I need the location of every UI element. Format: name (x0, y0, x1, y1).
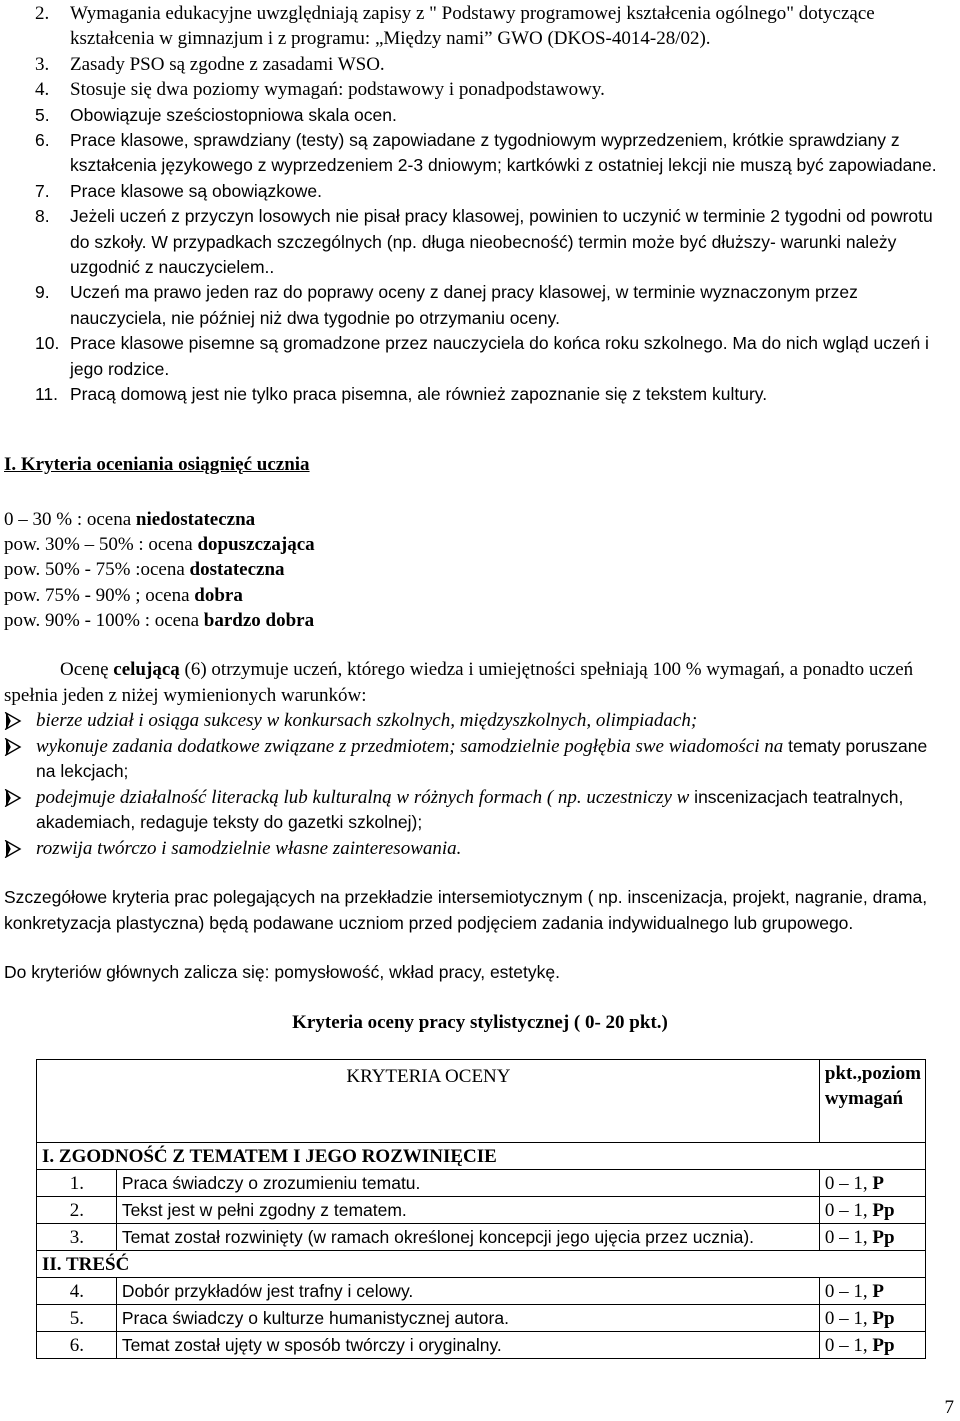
grade-row (4, 583, 315, 608)
list-item-text: Prace klasowe są obowiązkowe. (70, 180, 322, 201)
grade-row (4, 608, 315, 633)
grade-name: dobra (194, 584, 243, 606)
paragraph-text: (6) otrzymuje uczeń, którego wiedza i umiejętności spełniają 100 % wymagań, a ponadto uczeń spełnia jeden z niżej wymienionych warunków: (4, 659, 914, 706)
table-section-row (37, 1251, 926, 1278)
list-item-number: 11. (35, 384, 59, 405)
excellent-grade-name: celującą (113, 659, 180, 680)
list-item-number: 10. (35, 333, 60, 354)
table-row (37, 1224, 926, 1251)
section-title: II. TREŚĆ (37, 1251, 926, 1278)
grade-name: niedostateczna (135, 509, 256, 530)
grade-name: dopuszczająca (197, 534, 315, 556)
row-score (819, 1224, 925, 1251)
list-item (4, 836, 944, 862)
row-score (819, 1278, 925, 1305)
grade-name: dostateczna (189, 559, 285, 581)
score-range: 0 – 1, (824, 1200, 873, 1221)
row-criterion: Dobór przykładów jest trafny i celowy. (116, 1278, 819, 1305)
row-criterion: Praca świadczy o zrozumieniu tematu. (116, 1170, 819, 1197)
list-item-text: Prace klasowe, sprawdziany (testy) są zapowiadane z tygodniowym wyprzedzeniem, krótkie sprawdziany z kształcenia językowego z wyprzedzeniem 2-3 dniowym; kartkówki z ostatniej lekcji nie muszą być zapowiadane. (70, 130, 937, 176)
grade-range: 0 – 30 % : ocena (4, 509, 136, 530)
list-item-text: Pracą domową jest nie tylko praca pisemna, ale również zapoznanie się z tekstem kultury. (70, 384, 768, 405)
table-row (37, 1170, 926, 1197)
section-heading: I. Kryteria oceniania osiągnięć ucznia (4, 454, 310, 475)
table-title: Kryteria oceny pracy stylistycznej ( 0- 20 pkt.) (292, 1012, 668, 1033)
row-score (819, 1197, 925, 1224)
score-level: Pp (872, 1308, 895, 1329)
arrow-bullet-icon (4, 789, 22, 807)
conditions-list (4, 708, 944, 861)
list-item-text: podejmuje działalność literacką lub kulturalną w różnych formach ( np. uczestniczy w (36, 786, 690, 808)
page-number: 7 (944, 1397, 954, 1418)
table-header-row (37, 1060, 926, 1143)
criteria-table (36, 1059, 926, 1359)
list-item-number: 5. (35, 104, 50, 125)
score-level: Pp (872, 1227, 895, 1248)
grade-name: bardzo dobra (203, 609, 315, 631)
row-number: 3. (37, 1224, 117, 1251)
list-item-number: 6. (35, 130, 50, 151)
grade-range: pow. 50% - 75% :ocena (4, 559, 190, 581)
score-range: 0 – 1, (824, 1335, 873, 1356)
excellent-grade-paragraph (4, 657, 944, 709)
list-item-text: Wymagania edukacyjne uwzględniają zapisy z " Podstawy programowej kształcenia ogólnego" dotyczące kształcenia w gimnazjum i z programu: „Między nami” GWO (DKOS-4014-28/02). (70, 3, 875, 50)
rules-list (0, 0, 945, 408)
detailed-criteria-paragraph: Szczegółowe kryteria prac polegających na przekładzie intersemiotycznym ( np. inscenizacja, projekt, nagranie, drama, konkretyzacja plastyczna) będą podawane uczniom przed podjęciem zadania indywidualnego lub grupowego. (4, 887, 928, 933)
list-item-text: Uczeń ma prawo jeden raz do poprawy oceny z danej pracy klasowej, w terminie wyznaczonym przez nauczyciela, nie później niż dwa tygodnie po otrzymaniu oceny. (70, 282, 858, 328)
row-score (819, 1170, 925, 1197)
list-item (0, 331, 945, 382)
list-item-number: 4. (35, 79, 50, 101)
list-item-number: 2. (35, 3, 50, 24)
list-item (0, 280, 945, 331)
section-title: I. ZGODNOŚĆ Z TEMATEM I JEGO ROZWINIĘCIE (37, 1143, 926, 1170)
grade-row (4, 532, 315, 557)
row-criterion: Praca świadczy o kulturze humanistycznej autora. (116, 1305, 819, 1332)
arrow-bullet-icon (4, 712, 22, 730)
list-item-text: bierze udział i osiąga sukcesy w konkursach szkolnych, międzyszkolnych, olimpiadach; (36, 710, 698, 731)
list-item-number: 8. (35, 206, 50, 227)
list-item (0, 128, 945, 179)
grade-range: pow. 90% - 100% : ocena (4, 609, 204, 631)
list-item-number: 7. (35, 180, 50, 201)
score-level: P (872, 1281, 884, 1302)
list-item-number: 9. (35, 282, 50, 303)
list-item (0, 77, 945, 102)
header-criteria: KRYTERIA OCENY (37, 1060, 820, 1143)
row-number: 1. (37, 1170, 117, 1197)
list-item (4, 734, 944, 785)
grade-scale (4, 507, 315, 633)
row-number: 6. (37, 1332, 117, 1359)
list-item-text: Zasady PSO są zgodne z zasadami WSO. (70, 53, 385, 75)
table-row (37, 1332, 926, 1359)
row-criterion: Temat został rozwinięty (w ramach określonej koncepcji jego ujęcia przez ucznia). (116, 1224, 819, 1251)
grade-row (4, 557, 315, 582)
row-score (819, 1332, 925, 1359)
list-item (0, 52, 945, 77)
list-item-text: Jeżeli uczeń z przyczyn losowych nie pisał pracy klasowej, powinien to uczynić w terminie 2 tygodni od powrotu do szkoły. W przypadkach szczególnych (np. długa nieobecność) termin może być dłuższy- warunki należy uzgodnić z nauczycielem.. (70, 206, 933, 278)
paragraph-text: Ocenę (60, 659, 114, 680)
arrow-bullet-icon (4, 738, 22, 756)
row-number: 5. (37, 1305, 117, 1332)
score-level: Pp (872, 1335, 895, 1356)
row-criterion: Tekst jest w pełni zgodny z tematem. (116, 1197, 819, 1224)
grade-range: pow. 75% - 90% ; ocena (4, 584, 195, 606)
score-range: 0 – 1, (824, 1227, 873, 1248)
list-item-text: rozwija twórczo i samodzielnie własne zainteresowania. (36, 837, 462, 859)
list-item (0, 103, 945, 128)
list-item-text: Obowiązuje sześciostopniowa skala ocen. (70, 104, 397, 125)
score-range: 0 – 1, (824, 1308, 873, 1329)
main-criteria-paragraph: Do kryteriów głównych zalicza się: pomysłowość, wkład pracy, estetykę. (4, 962, 560, 982)
header-score: pkt.,poziom wymagań (819, 1060, 925, 1143)
table-row (37, 1197, 926, 1224)
indent (4, 659, 60, 680)
score-range: 0 – 1, (824, 1173, 873, 1194)
score-level: Pp (872, 1200, 895, 1221)
row-criterion: Temat został ujęty w sposób twórczy i oryginalny. (116, 1332, 819, 1359)
list-item (0, 1, 945, 52)
list-item (0, 382, 945, 407)
table-row (37, 1305, 926, 1332)
list-item-text: Stosuje się dwa poziomy wymagań: podstawowy i ponadpodstawowy. (70, 79, 605, 101)
list-item (4, 785, 944, 836)
list-item-number: 3. (35, 53, 50, 75)
arrow-bullet-icon (4, 840, 22, 858)
list-item-text: wykonuje zadania dodatkowe związane z przedmiotem; samodzielnie pogłębia swe wiadomości na (36, 735, 784, 757)
list-item-text: inscenizacjach teatralnych, akademiach, redaguje teksty do gazetki szkolnej); (36, 786, 904, 832)
grade-row (4, 507, 315, 532)
grade-range: pow. 30% – 50% : ocena (4, 534, 198, 556)
list-item-text: Prace klasowe pisemne są gromadzone przez nauczyciela do końca roku szkolnego. Ma do nich wgląd uczeń i jego rodzice. (70, 333, 929, 379)
list-item (4, 708, 944, 734)
table-row (37, 1278, 926, 1305)
row-number: 4. (37, 1278, 117, 1305)
row-score (819, 1305, 925, 1332)
list-item (0, 204, 945, 280)
score-range: 0 – 1, (824, 1281, 873, 1302)
table-section-row (37, 1143, 926, 1170)
list-item-text: tematy poruszane na lekcjach; (36, 735, 928, 781)
row-number: 2. (37, 1197, 117, 1224)
list-item (0, 179, 945, 204)
score-level: P (872, 1173, 884, 1194)
